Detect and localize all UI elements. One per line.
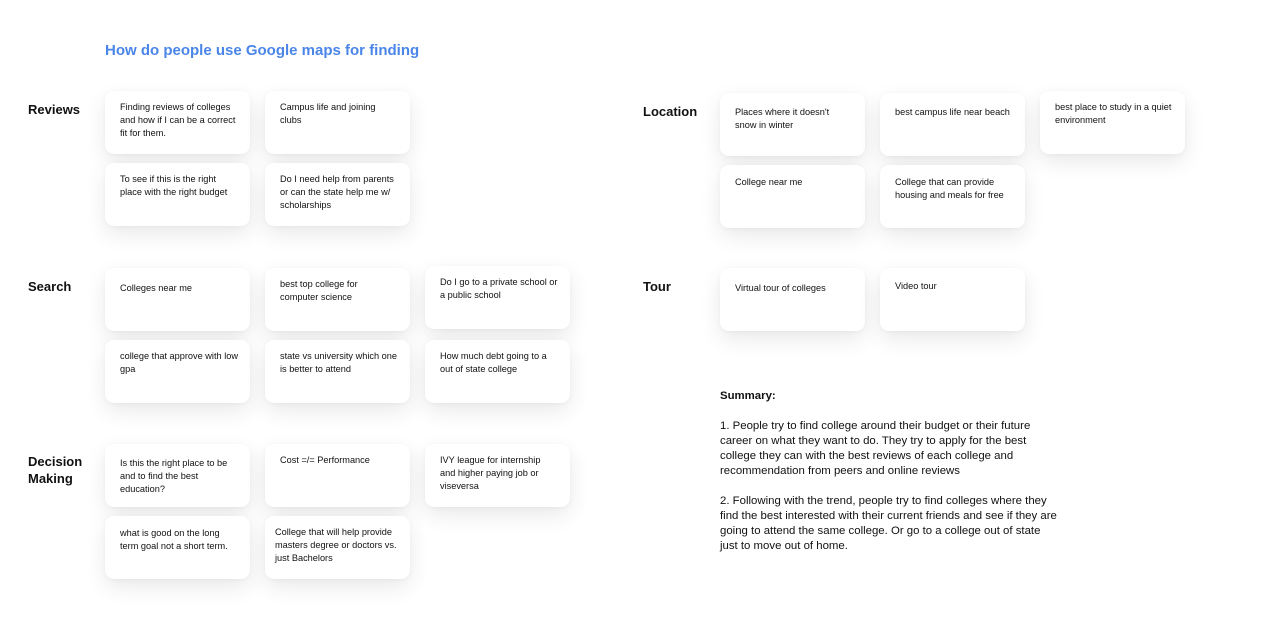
sticky-note: what is good on the long term goal not a short term. <box>105 516 250 579</box>
group-label-decision-making: Decision Making <box>28 454 83 486</box>
group-label-search: Search <box>28 279 72 294</box>
group-label-reviews: Reviews <box>28 102 81 117</box>
sticky-note: College near me <box>720 165 865 228</box>
sticky-note: How much debt going to a out of state college <box>425 340 570 403</box>
sticky-note: Colleges near me <box>105 268 250 331</box>
summary-point: 1. People try to find college around their budget or their future career on what they want to do. They try to apply for the best college they can with the best reviews of each college and recommendation from peers and online reviews <box>720 420 1031 477</box>
sticky-note: College that can provide housing and meals for free <box>880 165 1025 228</box>
summary-title: Summary: <box>720 390 776 402</box>
sticky-note: best place to study in a quiet environment <box>1040 91 1185 154</box>
group-label-location: Location <box>643 104 698 119</box>
sticky-note: Campus life and joining clubs <box>265 91 410 154</box>
sticky-note: Virtual tour of colleges <box>720 268 865 331</box>
sticky-note: Do I go to a private school or a public school <box>425 266 570 329</box>
sticky-note: To see if this is the right place with the right budget <box>105 163 250 226</box>
sticky-note: Is this the right place to be and to find the best education? <box>105 444 250 507</box>
sticky-note: Video tour <box>880 268 1025 331</box>
sticky-note: IVY league for internship and higher paying job or viseversa <box>425 444 570 507</box>
sticky-note: state vs university which one is better to attend <box>265 340 410 403</box>
sticky-note: Do I need help from parents or can the state help me w/ scholarships <box>265 163 410 226</box>
sticky-note: Finding reviews of colleges and how if I can be a correct fit for them. <box>105 91 250 154</box>
page-title: How do people use Google maps for finding <box>105 42 420 59</box>
sticky-note: best campus life near beach <box>880 93 1025 156</box>
sticky-note: College that will help provide masters degree or doctors vs. just Bachelors <box>265 516 410 579</box>
sticky-note: best top college for computer science <box>265 268 410 331</box>
sticky-note: Cost =/= Performance <box>265 444 410 507</box>
summary-point: 2. Following with the trend, people try to find colleges where they find the best interested with their current friends and see if they are going to attend the same college. Or go to a college out of state just to move out of home. <box>720 495 1057 552</box>
sticky-note: Places where it doesn't snow in winter <box>720 93 865 156</box>
sticky-note: college that approve with low gpa <box>105 340 250 403</box>
group-label-tour: Tour <box>643 279 671 294</box>
summary-block <box>720 389 1060 569</box>
